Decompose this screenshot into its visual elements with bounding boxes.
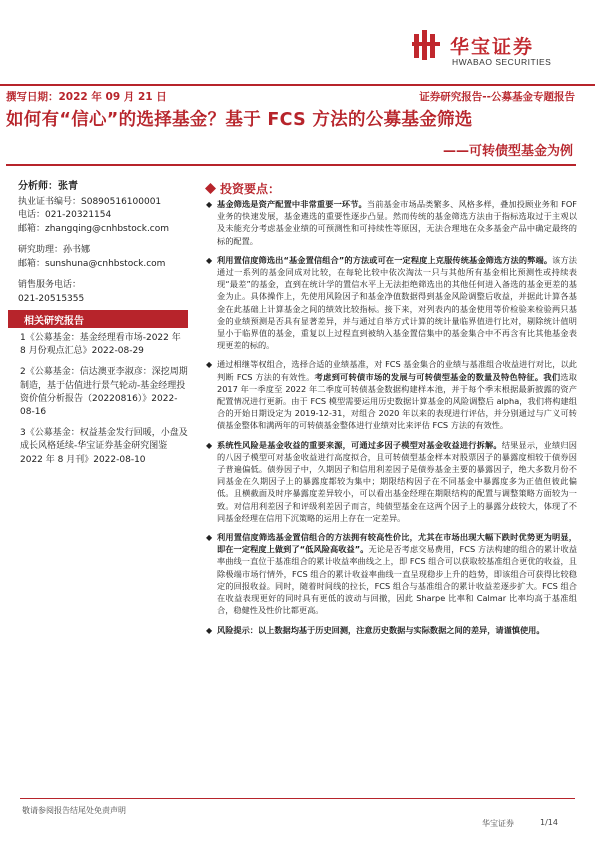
analyst-info [18, 180, 188, 306]
diamond-bullet-icon: ◆ [206, 533, 213, 543]
footer-broker: 华宝证券 [482, 819, 514, 828]
analyst-email[interactable]: 邮箱：zhangqing@cnhbstock.com [18, 223, 170, 234]
diamond-bullet-icon: ◆ [206, 625, 213, 635]
hwabao-logo-icon [412, 30, 442, 60]
diamond-bullet-icon: ◆ [206, 200, 213, 209]
diamond-bullet-icon [205, 183, 216, 194]
brand-logo [412, 30, 572, 74]
related-report-item[interactable]: 1《公募基金：基金经理看市场-2022 年 8 月份观点汇总》2022-08-29 [20, 333, 181, 357]
assistant-email[interactable]: 邮箱：sunshuna@cnhbstock.com [18, 258, 166, 269]
points-heading [205, 180, 280, 197]
diamond-bullet-icon: ◆ [206, 440, 213, 450]
assistant-name: 研究助理：孙书娜 [18, 245, 91, 255]
diamond-bullet-icon: ◆ [206, 360, 213, 370]
analyst-cert: 执业证书编号：S0890516100001 [18, 196, 162, 207]
analyst-name: 分析师：张青 [18, 181, 78, 192]
related-reports-list [20, 332, 188, 475]
related-report-item[interactable]: 2《公募基金：信达澳亚李淑彦：深挖周期制造，基于估值进行景气轮动-基金经理投资价值分析报告（20220816）》2022-08-16 [20, 367, 188, 418]
point-item: ◆ 通过相继等权组合，选择合适的业绩基准，对 FCS 基金集合的业绩与基准组合收益进行对比，以此判断 FCS 方法的有效性。考虑到可转债市场的发展与可转债型基金的数量及特色特征。我们选取 2017 年一季度至 2022 年二季度可转债基金数据构建样本池，并于每个季末根据最新披露的资产配置情况进行更新。由于 FCS 模型需要运用历史数据计算基金的风险调整后 alpha，我们将构建组合的开始日期设定为 2019-12-31，对组合 2020 年以来的表现进行评估，并分别通过与广义可转债基金整体和满两年的可转债基金整体进行业绩对比来评估 FCS 方法的有效性。 [206, 359, 577, 431]
analyst-phone: 电话：021-20321154 [18, 210, 112, 220]
related-reports-heading: 相关研究报告 [8, 310, 188, 328]
report-type: 证券研究报告--公募基金专题报告 [419, 91, 575, 103]
report-subtitle: ——可转债型基金为例 [442, 144, 573, 159]
points-heading-text: 投资要点： [220, 182, 281, 196]
diamond-bullet-icon: ◆ [206, 255, 213, 265]
point-item: ◆ 系统性风险是基金收益的重要来源，可通过多因子模型对基金收益进行拆解。结果显示，业绩归因的八因子模型可对基金收益进行高度拟合，且可转债型基金样本对股票因子的暴露度相较于债券因子普遍偏低。债券因子中，久期因子和信用利差因子是债券基金主要的暴露因子，绝大多数月份不同基金在久期因子上的暴露度都较为集中；期限结构因子在不同基金中暴露度多为正值但彼此偏低。且横截面及时序暴露度差异较小，可以看出基金经理在期限结构的配置与调整策略方面较为一致。对信用利差因子和评级利差因子而言，纯债型基金在这两个因子上的暴露分歧较大，体现了不同基金经理在信用下沉策略的运用上存在一定差异。 [206, 439, 577, 523]
footer-divider [20, 798, 575, 799]
brand-en-name: HWABAO SECURITIES [452, 57, 552, 67]
investment-points [205, 198, 577, 643]
report-title: 如何有“信心”的选择基金？基于 FCS 方法的公募基金筛选 [6, 110, 473, 130]
point-item: ◆ 基金筛选是资产配置中非常重要一环节。当前基金市场品类繁多、风格多样，叠加投顾业务和 FOF 业务的快速发展，基金遴选的重要性逐步凸显。然而传统的基金筛选方法由于指标选取过于主观以及未能充分考虑基金业绩的可预测性和可持续性等原因，无法合理地在众多基金产品中确定最终的标的配置。 [206, 199, 577, 246]
sales-phone-label: 销售服务电话： [18, 280, 82, 290]
related-report-item[interactable]: 3《公募基金：权益基金发行回暖，小盘及成长风格延续-华宝证券基金研究图鉴 2022 年 8 月刊》2022-08-10 [20, 428, 188, 465]
point-item: ◆ 风险提示：以上数据均基于历史回测，注意历史数据与实际数据之间的差异，请谨慎使用。 [205, 624, 577, 636]
footer-disclaimer: 敬请参阅报告结尾处免责声明 [22, 806, 126, 815]
sales-phone: 021-20515355 [18, 293, 85, 304]
page-number: 1/14 [540, 818, 558, 827]
brand-cn-name: 华宝证券 [450, 36, 535, 58]
point-item: ◆ 利用置信度筛选出“基金置信组合”的方法或可在一定程度上克服传统基金筛选方法的弊端。该方法通过一系列的基金同成对比较，在每轮比较中依次淘汰一只与其他所有基金相比预测性或持续表现“最差”的基金，直到在统计学的置信水平上无法拒绝筛选出的其他任何进入备选的基金更差的基金为止。具体操作上，先使用风险因子和基金净值数据得到基金风险调整后收益，并据此计算各基金在此基础上计算基金之间的绩效比较指标。接下来，对列表内的基金使用等价检验来检验两只基金的业绩预测是否具有显著差异，并与通过自举方式计算的统计量临界值进行比对，剔除统计值明显小于临界值的基金，重复以上过程直到被纳入基金置信集中的基金集合中不再含有比其他基金表现更差的标的。 [206, 254, 577, 351]
point-item: ◆ 利用置信度筛选基金置信组合的方法拥有较高性价比，尤其在市场出现大幅下跌时优势更为明显，即在一定程度上做到了“低风险高收益”。无论是否考虑交易费用，FCS 方法构建的组合的累计收益率曲线一直位于基准组合的累计收益率曲线之上，即 FCS 组合可以获取较基准组合更优的收益，且除极端市场行情外，FCS 组合的累计收益率曲线一直呈现稳步上升的趋势，即该组合可获得比较稳定的回报收益。同时，随着时间线的拉长，FCS 组合与基准组合的累计收益差逐步扩大。FCS 组合在收益表现更好的同时具有更低的波动与回撤，因此 Sharpe 比率和 Calmar 比率均高于基准组合，稳健性及性价比都更高。 [206, 532, 578, 616]
report-date: 撰写日期：2022 年 09 月 21 日 [6, 91, 167, 103]
title-divider [6, 164, 576, 166]
